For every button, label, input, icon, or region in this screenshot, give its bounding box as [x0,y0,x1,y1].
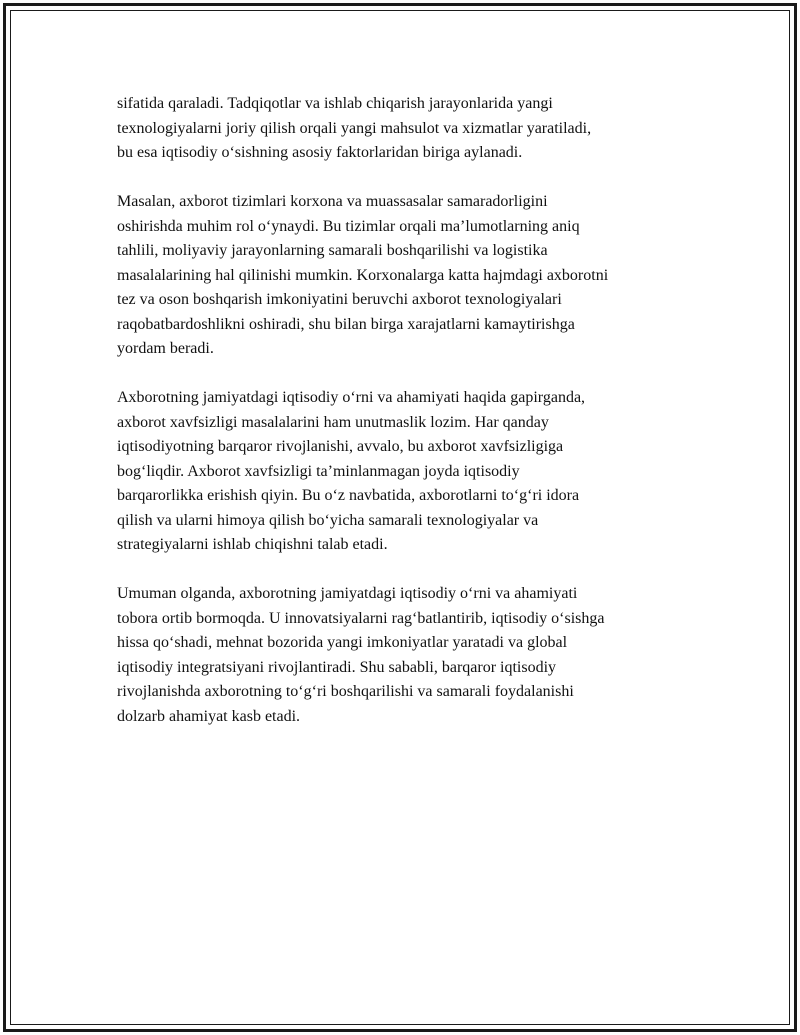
text-line: tobora ortib bormoqda. U innovatsiyalarni rag‘batlantirib, iqtisodiy o‘sishga [117,609,605,627]
text-line: axborot xavfsizligi masalalarini ham unutmaslik lozim. Har qanday [117,413,549,431]
text-line: strategiyalarni ishlab chiqishni talab etadi. [117,536,388,553]
text-line: raqobatbardoshlikni oshiradi, shu bilan birga xarajatlarni kamaytirishga [117,315,575,333]
text-line: rivojlanishda axborotning to‘g‘ri boshqarilishi va samarali foydalanishi [117,683,574,700]
text-line: bu esa iqtisodiy o‘sishning asosiy faktorlaridan biriga aylanadi. [117,144,523,161]
paragraph-4 [117,582,717,729]
text-line: iqtisodiy integratsiyani rivojlantiradi. Shu sababli, barqaror iqtisodiy [117,658,557,676]
text-line: qilish va ularni himoya qilish bo‘yicha samarali texnologiyalar va [117,511,539,529]
text-line: sifatida qaraladi. Tadqiqotlar va ishlab chiqarish jarayonlarida yangi [117,95,553,112]
text-line: hissa qo‘shadi, mehnat bozorida yangi imkoniyatlar yaratadi va global [117,634,568,651]
text-line: barqarorlikka erishish qiyin. Bu o‘z navbatida, axborotlarni to‘g‘ri idora [117,487,580,504]
text-line: Umuman olganda, axborotning jamiyatdagi iqtisodiy o‘rni va ahamiyati [117,585,578,602]
text-line: yordam beradi. [117,340,214,357]
text-line: oshirishda muhim rol o‘ynaydi. Bu tizimlar orqali ma’lumotlarning aniq [117,217,580,235]
paragraph-1 [117,92,717,166]
text-line: bog‘liqdir. Axborot xavfsizligi ta’minlanmagan joyda iqtisodiy [117,462,520,480]
text-line: Masalan, axborot tizimlari korxona va muassasalar samaradorligini [117,193,548,210]
text-line: tez va oson boshqarish imkoniyatini beruvchi axborot texnologiyalari [117,291,562,308]
paragraph-2 [117,190,717,362]
text-line: masalalarining hal qilinishi mumkin. Korxonalarga katta hajmdagi axborotni [117,266,609,284]
paragraph-3 [117,386,717,558]
text-line: Axborotning jamiyatdagi iqtisodiy o‘rni va ahamiyati haqida gapirganda, [117,389,586,406]
text-line: dolzarb ahamiyat kasb etadi. [117,707,301,725]
document-body [117,92,717,754]
text-line: iqtisodiyotning barqaror rivojlanishi, avvalo, bu axborot xavfsizligiga [117,438,564,455]
text-line: texnologiyalarni joriy qilish orqali yangi mahsulot va xizmatlar yaratiladi, [117,119,592,137]
text-line: tahlili, moliyaviy jarayonlarning samarali boshqarilishi va logistika [117,242,548,259]
